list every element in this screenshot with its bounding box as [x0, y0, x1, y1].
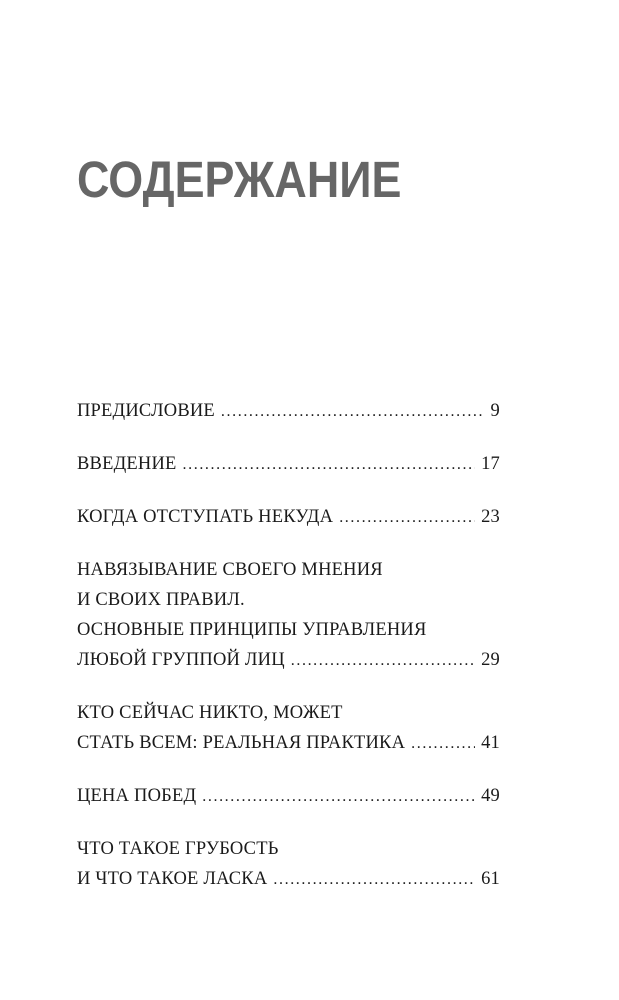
table-of-contents [77, 396, 500, 917]
page-title: СОДЕРЖАНИЕ [77, 151, 402, 208]
toc-page-number: 29 [481, 650, 500, 670]
toc-entry[interactable] [77, 396, 500, 427]
dot-leader [411, 729, 475, 759]
toc-page-number: 61 [481, 869, 500, 889]
dot-leader [183, 450, 476, 480]
toc-entry-title: ПРЕДИСЛОВИЕ [77, 401, 215, 421]
toc-entry-title: ВВЕДЕНИЕ [77, 454, 177, 474]
dot-leader [273, 865, 475, 895]
toc-entry-title: КОГДА ОТСТУПАТЬ НЕКУДА [77, 507, 334, 527]
toc-entry-title: И СВОИХ ПРАВИЛ. [77, 590, 245, 610]
toc-page-number: 17 [481, 454, 500, 474]
toc-page-number: 49 [481, 786, 500, 806]
toc-entry-title: И ЧТО ТАКОЕ ЛАСКА [77, 869, 268, 889]
toc-entry[interactable] [77, 502, 500, 533]
toc-entry-title: ЦЕНА ПОБЕД [77, 786, 197, 806]
toc-entry-title: СТАТЬ ВСЕМ: РЕАЛЬНАЯ ПРАКТИКА [77, 733, 406, 753]
toc-entry-title: КТО СЕЙЧАС НИКТО, МОЖЕТ [77, 703, 343, 723]
toc-entry[interactable] [77, 781, 500, 812]
toc-entry-title: ЧТО ТАКОЕ ГРУБОСТЬ [77, 839, 279, 859]
toc-entry[interactable] [77, 834, 500, 895]
toc-entry[interactable] [77, 698, 500, 759]
toc-entry-title: ОСНОВНЫЕ ПРИНЦИПЫ УПРАВЛЕНИЯ [77, 620, 427, 640]
dot-leader [221, 397, 485, 427]
dot-leader [339, 503, 475, 533]
dot-leader [291, 646, 475, 676]
toc-entry[interactable] [77, 449, 500, 480]
toc-page-number: 23 [481, 507, 500, 527]
toc-entry-title: ЛЮБОЙ ГРУППОЙ ЛИЦ [77, 650, 285, 670]
toc-page-number: 9 [490, 401, 500, 421]
toc-entry-title: НАВЯЗЫВАНИЕ СВОЕГО МНЕНИЯ [77, 560, 383, 580]
toc-page-number: 41 [481, 733, 500, 753]
toc-entry[interactable] [77, 555, 500, 676]
dot-leader [202, 782, 475, 812]
